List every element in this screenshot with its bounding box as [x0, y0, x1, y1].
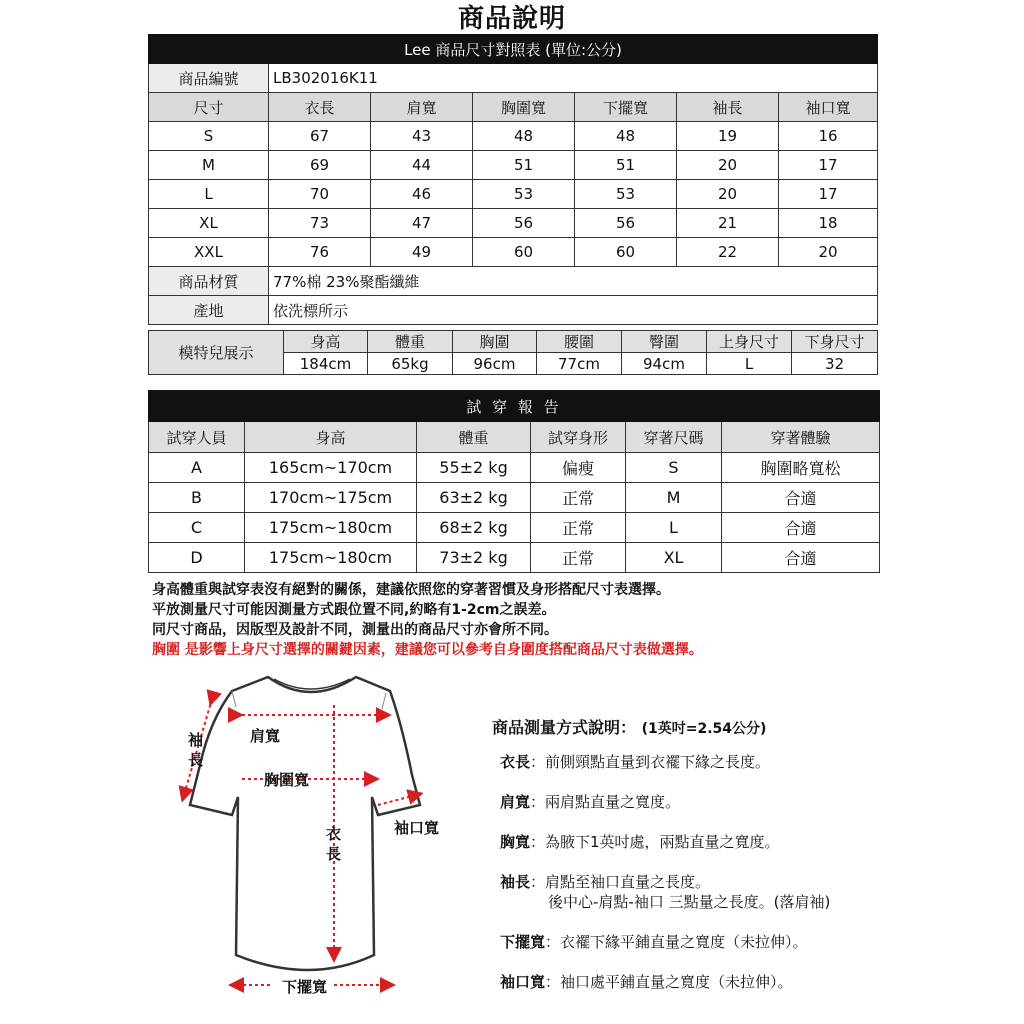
size-value: 44	[371, 151, 473, 180]
size-value: 49	[371, 238, 473, 267]
label-shoulder: 肩寬	[250, 727, 281, 745]
table-row	[149, 543, 880, 573]
trial-value: C	[149, 513, 245, 543]
guide-text: ：衣襬下緣平鋪直量之寬度（未拉伸）。	[545, 933, 808, 951]
trial-value: 合適	[722, 543, 880, 573]
guide-term: 袖長	[500, 873, 531, 891]
size-label: M	[149, 151, 269, 180]
guide-term: 肩寬	[500, 793, 531, 811]
size-value: 69	[269, 151, 371, 180]
model-value: 94cm	[622, 353, 707, 375]
trial-report-header: 試 穿 報 告	[149, 391, 880, 422]
guide-text: ：肩點至袖口直量之長度。	[530, 873, 711, 891]
material-value: 77%棉 23%聚酯纖維	[269, 267, 878, 296]
model-column-header: 腰圍	[537, 331, 622, 353]
product-no: LB302016K11	[269, 64, 878, 93]
guide-item	[500, 971, 793, 992]
guide-title	[492, 715, 932, 738]
trial-value: 68±2 kg	[417, 513, 531, 543]
size-value: 73	[269, 209, 371, 238]
trial-value: L	[626, 513, 722, 543]
trial-value: D	[149, 543, 245, 573]
model-value: 184cm	[284, 353, 368, 375]
trial-column-header: 試穿人員	[149, 422, 245, 453]
trial-value: 170cm~175cm	[245, 483, 417, 513]
model-value: L	[707, 353, 792, 375]
table-row	[149, 122, 878, 151]
trial-value: 合適	[722, 513, 880, 543]
model-column-header: 上身尺寸	[707, 331, 792, 353]
size-chart-column-headers	[149, 93, 878, 122]
guide-text: ：袖口處平鋪直量之寬度（未拉伸）。	[545, 973, 793, 991]
trial-value: XL	[626, 543, 722, 573]
size-value: 56	[473, 209, 575, 238]
guide-item	[500, 751, 770, 772]
trial-value: 偏瘦	[531, 453, 626, 483]
trial-value: M	[626, 483, 722, 513]
origin-label: 產地	[149, 296, 269, 325]
size-label: XXL	[149, 238, 269, 267]
size-column-header: 肩寬	[371, 93, 473, 122]
trial-value: 正常	[531, 483, 626, 513]
model-value: 32	[792, 353, 878, 375]
size-chart-header: Lee 商品尺寸對照表 (單位:公分)	[149, 35, 878, 64]
model-label: 模特兒展示	[149, 331, 284, 375]
label-length: 衣	[326, 825, 342, 843]
size-value: 60	[473, 238, 575, 267]
trial-value: 175cm~180cm	[245, 513, 417, 543]
trial-value: 胸圍略寬松	[722, 453, 880, 483]
model-value: 77cm	[537, 353, 622, 375]
size-value: 53	[473, 180, 575, 209]
model-column-header: 下身尺寸	[792, 331, 878, 353]
size-value: 17	[779, 151, 878, 180]
notes	[152, 580, 703, 660]
trial-value: 73±2 kg	[417, 543, 531, 573]
guide-item	[548, 891, 830, 912]
trial-value: 正常	[531, 513, 626, 543]
guide-text: ：兩肩點直量之寬度。	[530, 793, 681, 811]
label-cuff: 袖口寬	[394, 819, 440, 837]
table-row	[149, 209, 878, 238]
size-value: 51	[575, 151, 677, 180]
size-label: S	[149, 122, 269, 151]
note-line: 平放測量尺寸可能因測量方式跟位置不同,約略有1-2cm之誤差。	[152, 602, 556, 618]
guide-item	[500, 871, 710, 892]
origin-value: 依洗標所示	[269, 296, 878, 325]
trial-column-header: 穿著體驗	[722, 422, 880, 453]
trial-value: 55±2 kg	[417, 453, 531, 483]
size-value: 22	[677, 238, 779, 267]
size-value: 47	[371, 209, 473, 238]
material-label: 商品材質	[149, 267, 269, 296]
trial-column-header: 穿著尺碼	[626, 422, 722, 453]
size-value: 20	[677, 180, 779, 209]
size-label: XL	[149, 209, 269, 238]
guide-term: 衣長	[500, 753, 531, 771]
size-label: L	[149, 180, 269, 209]
model-column-header: 身高	[284, 331, 368, 353]
guide-item	[500, 791, 680, 812]
table-row	[149, 151, 878, 180]
size-value: 51	[473, 151, 575, 180]
table-row	[149, 238, 878, 267]
trial-value: 175cm~180cm	[245, 543, 417, 573]
model-value: 96cm	[453, 353, 537, 375]
size-value: 48	[473, 122, 575, 151]
trial-value: 165cm~170cm	[245, 453, 417, 483]
size-value: 48	[575, 122, 677, 151]
guide-item	[500, 931, 808, 952]
shirt-diagram	[150, 665, 450, 1005]
guide-term: 下擺寬	[500, 933, 546, 951]
size-value: 16	[779, 122, 878, 151]
trial-report-table	[148, 390, 880, 573]
trial-value: 63±2 kg	[417, 483, 531, 513]
label-sleeve: 長	[188, 751, 204, 769]
size-value: 53	[575, 180, 677, 209]
size-value: 60	[575, 238, 677, 267]
table-row	[149, 513, 880, 543]
guide-term: 袖口寬	[500, 973, 546, 991]
size-value: 67	[269, 122, 371, 151]
guide-text: 後中心-肩點-袖口 三點量之長度。(落肩袖)	[548, 893, 831, 911]
product-no-label: 商品編號	[149, 64, 269, 93]
label-chest: 胸圍寬	[264, 771, 310, 789]
table-row	[149, 453, 880, 483]
label-hem: 下擺寬	[282, 978, 328, 996]
size-column-header: 尺寸	[149, 93, 269, 122]
note-line: 身高體重與試穿表沒有絕對的關係，建議依照您的穿著習慣及身形搭配尺寸表選擇。	[152, 582, 670, 598]
size-value: 19	[677, 122, 779, 151]
trial-value: B	[149, 483, 245, 513]
size-chart-table	[148, 34, 878, 325]
size-column-header: 胸圍寬	[473, 93, 575, 122]
table-row	[149, 483, 880, 513]
label-length: 長	[326, 845, 342, 863]
trial-value: S	[626, 453, 722, 483]
size-value: 56	[575, 209, 677, 238]
size-column-header: 袖口寬	[779, 93, 878, 122]
guide-text: ：為腋下1英吋處，兩點直量之寬度。	[530, 833, 780, 851]
size-value: 70	[269, 180, 371, 209]
trial-value: 合適	[722, 483, 880, 513]
table-row	[149, 180, 878, 209]
model-column-header: 體重	[368, 331, 453, 353]
guide-title-text: 商品測量方式說明：	[492, 718, 637, 737]
size-column-header: 衣長	[269, 93, 371, 122]
trial-value: 正常	[531, 543, 626, 573]
guide-term: 胸寬	[500, 833, 531, 851]
size-column-header: 袖長	[677, 93, 779, 122]
size-value: 21	[677, 209, 779, 238]
page-title: 商品說明	[457, 4, 566, 34]
trial-value: A	[149, 453, 245, 483]
size-value: 17	[779, 180, 878, 209]
size-value: 76	[269, 238, 371, 267]
note-line: 同尺寸商品，因版型及設計不同，測量出的商品尺寸亦會所不同。	[152, 622, 558, 638]
note-red-line: 胸圍 是影響上身尺寸選擇的關鍵因素，建議您可以參考自身圍度搭配商品尺寸表做選擇。	[152, 642, 703, 658]
guide-item	[500, 831, 780, 852]
guide-title-note: (1英吋=2.54公分)	[641, 721, 767, 737]
trial-column-header: 試穿身形	[531, 422, 626, 453]
size-value: 46	[371, 180, 473, 209]
measurement-guide	[492, 715, 932, 991]
size-column-header: 下擺寬	[575, 93, 677, 122]
size-value: 20	[779, 238, 878, 267]
trial-column-header: 身高	[245, 422, 417, 453]
trial-column-headers	[149, 422, 880, 453]
size-value: 18	[779, 209, 878, 238]
size-value: 20	[677, 151, 779, 180]
model-column-header: 臀圍	[622, 331, 707, 353]
model-value: 65kg	[368, 353, 453, 375]
trial-column-header: 體重	[417, 422, 531, 453]
model-table	[148, 330, 878, 375]
label-sleeve: 袖	[188, 731, 204, 749]
guide-text: ：前側頸點直量到衣襬下緣之長度。	[530, 753, 771, 771]
size-value: 43	[371, 122, 473, 151]
model-column-header: 胸圍	[453, 331, 537, 353]
